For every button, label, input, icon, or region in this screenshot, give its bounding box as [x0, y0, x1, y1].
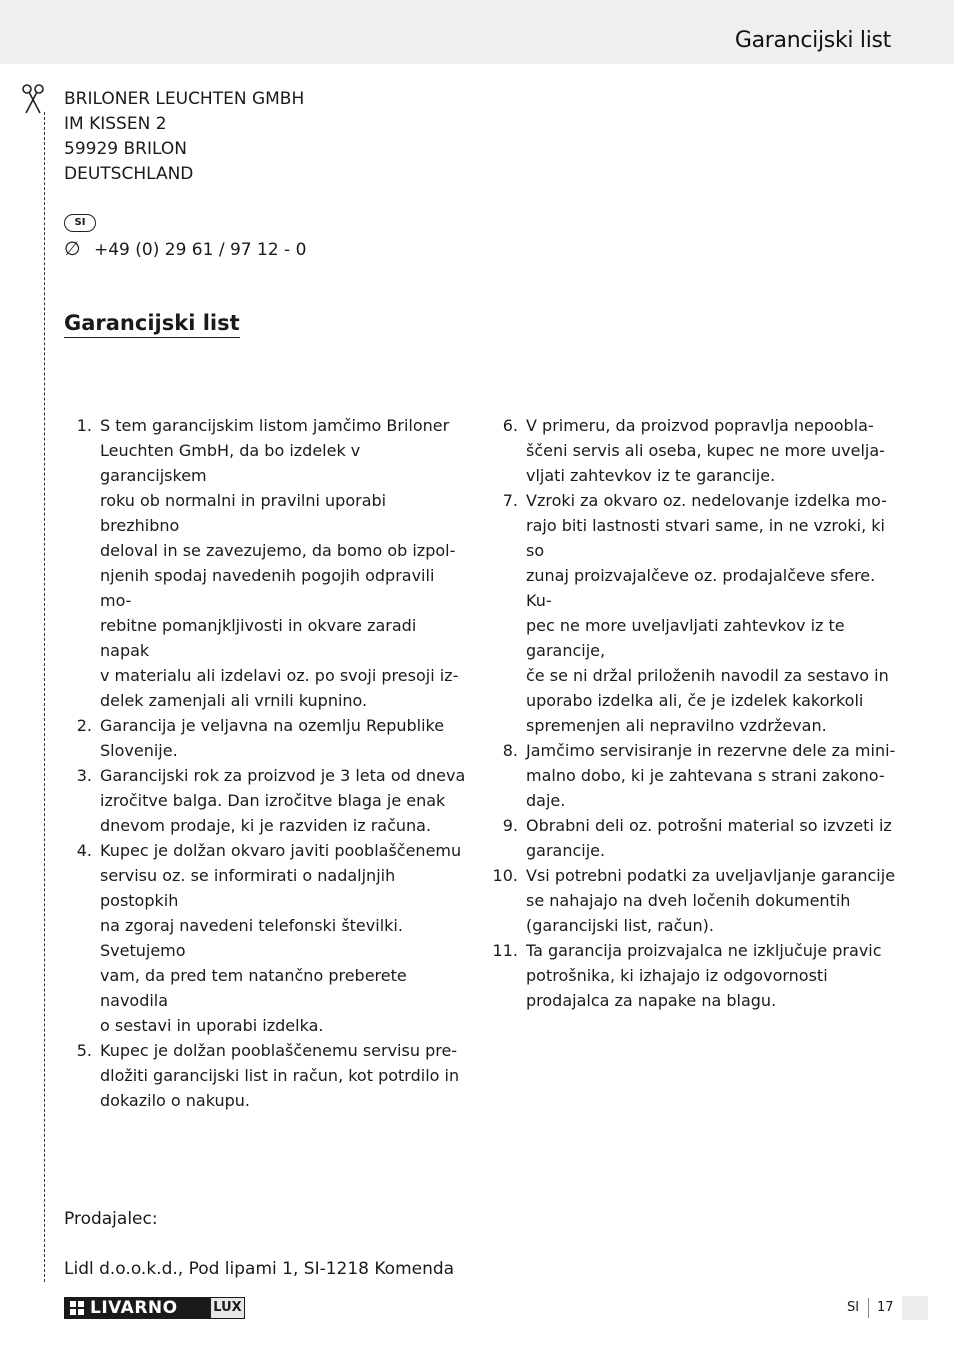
- item-number: 1.: [76, 416, 92, 435]
- seller-label: Prodajalec:: [64, 1209, 158, 1229]
- address-line: BRILONER LEUCHTEN GMBH: [64, 89, 305, 109]
- footer-tab: [902, 1296, 928, 1320]
- item-text: Kupec je dolžan okvaro javiti pooblaščenemu servisu oz. se informirati o nadaljnjih postopkih na zgoraj navedeni telefonski številki. Svetujemo vam, da pred tem natančno preberete navodila o sestavi in uporabi izdelka.: [100, 841, 462, 1035]
- item-number: 4.: [76, 841, 92, 860]
- logo-main: [64, 1297, 210, 1319]
- item-text: Garancija je veljavna na ozemlju Republike Slovenije.: [100, 716, 445, 760]
- phone-row: [64, 237, 306, 262]
- list-item: [64, 763, 468, 838]
- item-text: V primeru, da proizvod popravlja nepoobla- ščeni servis ali oseba, kupec ne more uvelja- vljati zahtevkov iz te garancije.: [526, 416, 885, 485]
- item-number: 5.: [76, 1041, 92, 1060]
- brand-logo: [64, 1297, 245, 1319]
- list-item: [64, 713, 468, 763]
- list-item: [490, 863, 900, 938]
- footer-language: SI: [847, 1300, 860, 1315]
- page-number: 17: [877, 1300, 894, 1315]
- item-number: 6.: [502, 416, 518, 435]
- list-item: [490, 488, 900, 738]
- item-text: Kupec je dolžan pooblaščenemu servisu pre- dložiti garancijski list in račun, kot potrdilo in dokazilo o nakupu.: [100, 1041, 460, 1110]
- item-text: Jamčimo servisiranje in rezervne dele za mini- malno dobo, ki je zahtevana s strani zakono- daje.: [526, 741, 896, 810]
- brand-sub: LUX: [210, 1297, 245, 1319]
- item-number: 10.: [492, 866, 518, 885]
- item-text: Ta garancija proizvajalca ne izključuje pravic potrošnika, ki izhajajo iz odgovornosti prodajalca za napake na blagu.: [526, 941, 882, 1010]
- item-number: 3.: [76, 766, 92, 785]
- warranty-list-left: [64, 413, 468, 1113]
- item-number: 2.: [76, 716, 92, 735]
- footer-divider: [868, 1298, 869, 1318]
- country-badge: SI: [64, 214, 96, 232]
- list-item: [490, 413, 900, 488]
- item-number: 9.: [502, 816, 518, 835]
- phone-number: +49 (0) 29 61 / 97 12 - 0: [94, 240, 307, 260]
- cut-line: [44, 112, 45, 1282]
- item-text: Vzroki za okvaro oz. nedelovanje izdelka mo- rajo biti lastnosti stvari same, in ne vzroki, ki so zunaj proizvajalčeve oz. prodajalčeve sfere. Ku- pec ne more uveljavljati zahtevkov iz te garancije, če se ni držal priloženih navodil za sestavo in uporabo izdelka ali, če je izdelek kakorkoli spremenjen ali nepravilno vzdrževan.: [526, 491, 889, 735]
- list-item: [490, 738, 900, 813]
- list-item: [64, 413, 468, 713]
- list-item: [490, 938, 900, 1013]
- item-text: Garancijski rok za proizvod je 3 leta od dneva izročitve balga. Dan izročitve blaga je enak dnevom prodaje, ki je razviden iz računa.: [100, 766, 466, 835]
- phone-icon: ∅: [64, 238, 81, 260]
- brand-name: LIVARNO: [90, 1298, 178, 1318]
- section-title: Garancijski list: [64, 311, 240, 338]
- list-item: [490, 813, 900, 863]
- address-line: DEUTSCHLAND: [64, 164, 194, 184]
- item-number: 7.: [502, 491, 518, 510]
- list-item: [64, 838, 468, 1038]
- logo-squares-icon: [70, 1301, 84, 1315]
- seller-address: Lidl d.o.o.k.d., Pod lipami 1, SI-1218 Komenda: [64, 1259, 455, 1279]
- item-text: S tem garancijskim listom jamčimo Briloner Leuchten GmbH, da bo izdelek v garancijskem roku ob normalni in pravilni uporabi brezhibno deloval in se zavezujemo, da bomo ob izpol- njenih spodaj navedenih pogojih odpravili mo- rebitne pomanjkljivosti in okvare zaradi napak v materialu ali izdelavi oz. po svoji presoji iz- delek zamenjali ali vrnili kupnino.: [100, 416, 459, 710]
- item-text: Vsi potrebni podatki za uveljavljanje garancije se nahajajo na dveh ločenih dokumentih (garancijski list, račun).: [526, 866, 896, 935]
- address-line: 59929 BRILON: [64, 139, 187, 159]
- address-line: IM KISSEN 2: [64, 114, 167, 134]
- item-number: 11.: [492, 941, 518, 960]
- page-header-title: Garancijski list: [734, 28, 891, 53]
- warranty-list-right: [490, 413, 900, 1013]
- list-item: [64, 1038, 468, 1113]
- manufacturer-address: [64, 87, 304, 187]
- scissors-icon: [18, 80, 48, 116]
- item-text: Obrabni deli oz. potrošni material so izvzeti iz garancije.: [526, 816, 892, 860]
- item-number: 8.: [502, 741, 518, 760]
